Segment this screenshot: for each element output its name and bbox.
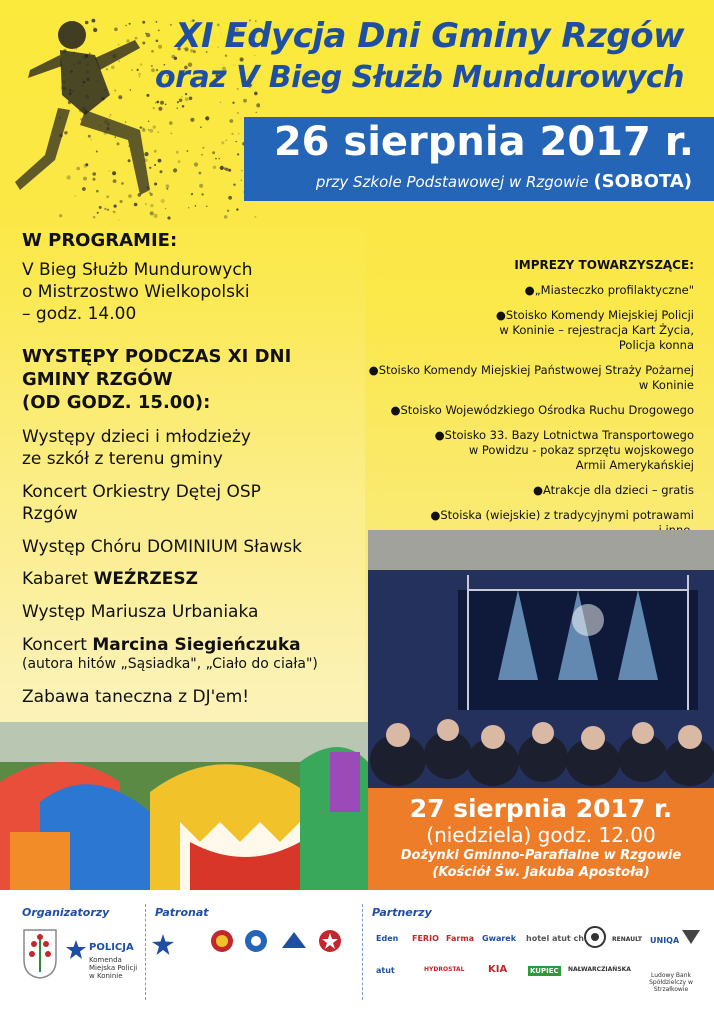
event-1-text: ●„Miasteczko profilaktyczne"	[524, 283, 694, 297]
item-4	[22, 568, 198, 590]
event-2-line-1: ●Stoisko Komendy Miejskiej Policji	[495, 308, 694, 322]
item-6-subtitle: (autora hitów „Sąsiadka", „Ciało do ciała")	[22, 656, 318, 672]
partner-renault: RENAULT	[612, 936, 642, 943]
sponsors-footer	[0, 890, 714, 1024]
police-star-icon	[66, 940, 86, 960]
event-5-line-1: ●Stoisko 33. Bazy Lotnictwa Transportowego	[434, 428, 694, 442]
partners-label: Partnerzy	[372, 906, 432, 919]
partner-nalwarczianska: NAŁWARCZIAŃSKA	[568, 966, 631, 973]
item-6-prefix: Koncert	[22, 635, 93, 655]
bouncy-castle-photo	[0, 722, 368, 890]
program-heading: W PROGRAMIE:	[22, 230, 178, 251]
day-label: (SOBOTA)	[593, 171, 692, 192]
performances-heading-2: GMINY RZGÓW	[22, 369, 173, 390]
sunday-event-line-2: (Kościół Św. Jakuba Apostoła)	[432, 865, 650, 880]
program-panel	[0, 212, 365, 722]
event-3-line-2: w Koninie	[638, 378, 694, 392]
policja-subtitle: Komenda Miejska Policji w Koninie	[89, 956, 138, 980]
road-traffic-emblem-icon	[244, 928, 268, 954]
patronage-label: Patronat	[155, 906, 209, 919]
sunday-event-line-1: Dożynki Gminno-Parafialne w Rzgowie	[400, 848, 682, 863]
partner-hydrostal: HYDROSTAL	[424, 966, 465, 973]
item-6-name: Marcina Siegieńczuka	[92, 635, 301, 655]
partner-kupiec: KUPIEC	[530, 967, 559, 975]
fire-brigade-emblem-icon	[210, 928, 234, 954]
item-2-line-1: Koncert Orkiestry Dętej OSP	[22, 482, 261, 502]
item-1-line-1: Występy dzieci i młodzieży	[22, 427, 251, 447]
run-line-1: V Bieg Służb Mundurowych	[22, 260, 253, 280]
partner-gwarek: Gwarek	[482, 934, 517, 943]
divider-1	[145, 904, 146, 1000]
performances-heading-3: (OD GODZ. 15.00):	[22, 392, 211, 413]
item-4-prefix: Kabaret	[22, 569, 94, 589]
partner-shield-logo-icon	[680, 928, 702, 946]
policja-logo-text: POLICJA	[89, 942, 134, 953]
item-4-name: WEŹRZESZ	[93, 569, 198, 589]
event-2-line-3: Policja konna	[618, 338, 694, 352]
divider-2	[362, 904, 363, 1000]
police-patron-icon	[152, 934, 174, 956]
item-3: Występ Chóru DOMINIUM Sławsk	[22, 537, 303, 557]
event-5-line-2: w Powidzu - pokaz sprzętu wojskowego	[468, 443, 694, 457]
event-5-line-3: Armii Amerykańskiej	[575, 458, 694, 472]
event-3-line-1: ●Stoisko Komendy Miejskiej Państwowej Straży Pożarnej	[368, 363, 694, 377]
partner-farma: Farma	[446, 934, 475, 943]
event-4-text: ●Stoisko Wojewódzkiego Ośrodka Ruchu Drogowego	[390, 403, 694, 417]
veterans-emblem-icon	[318, 928, 342, 954]
partner-atut: atut	[376, 966, 395, 975]
run-line-2: o Mistrzostwo Wielkopolski	[22, 282, 250, 302]
event-2-line-2: w Koninie – rejestracja Kart Życia,	[499, 323, 694, 337]
item-2-line-2: Rzgów	[22, 504, 78, 524]
event-2	[344, 308, 694, 353]
title-line-2: oraz V Bieg Służb Mundurowych	[155, 60, 684, 95]
title-line-1: XI Edycja Dni Gminy Rzgów	[175, 16, 684, 56]
item-6	[22, 634, 301, 656]
concert-photo	[368, 530, 714, 788]
partner-hotel-atut: hotel atut ch	[526, 934, 584, 943]
partner-lbs: Ludowy Bank Spółdzielczy w Strzałkowie	[649, 972, 693, 993]
partner-ferio: FERIO	[412, 934, 439, 943]
organizers-label: Organizatorzy	[22, 906, 110, 919]
performances-heading-1: WYSTĘPY PODCZAS XI DNI	[22, 346, 292, 367]
saturday-place	[316, 171, 692, 192]
air-base-emblem-icon	[280, 928, 308, 954]
sunday-band	[368, 788, 714, 890]
event-6	[344, 483, 694, 498]
event-3	[344, 363, 694, 393]
saturday-date-band	[244, 117, 714, 201]
saturday-date: 26 sierpnia 2017 r.	[273, 119, 694, 165]
events-heading: IMPREZY TOWARZYSZĄCE:	[514, 258, 694, 272]
sunday-time: (niedziela) godz. 12.00	[426, 823, 656, 847]
partner-round-logo-icon	[584, 926, 606, 948]
partner-eden: Eden	[376, 934, 399, 943]
event-4	[344, 403, 694, 418]
item-1-line-2: ze szkół z terenu gminy	[22, 449, 223, 469]
side-events	[344, 258, 694, 548]
event-1	[344, 283, 694, 298]
rzgow-coat-of-arms-icon	[22, 928, 58, 980]
run-line-3: – godz. 14.00	[22, 304, 137, 324]
item-5: Występ Mariusza Urbaniaka	[22, 602, 259, 622]
partner-kia: KIA	[488, 964, 508, 975]
sunday-date: 27 sierpnia 2017 r.	[409, 794, 673, 823]
item-7: Zabawa taneczna z DJ'em!	[22, 687, 250, 707]
place-text: przy Szkole Podstawowej w Rzgowie	[315, 173, 589, 191]
event-5	[344, 428, 694, 473]
event-7-line-1: ●Stoiska (wiejskie) z tradycyjnymi potrawami	[430, 508, 694, 522]
partner-uniqa: UNIQA	[650, 936, 680, 945]
event-6-text: ●Atrakcje dla dzieci – gratis	[532, 483, 694, 497]
